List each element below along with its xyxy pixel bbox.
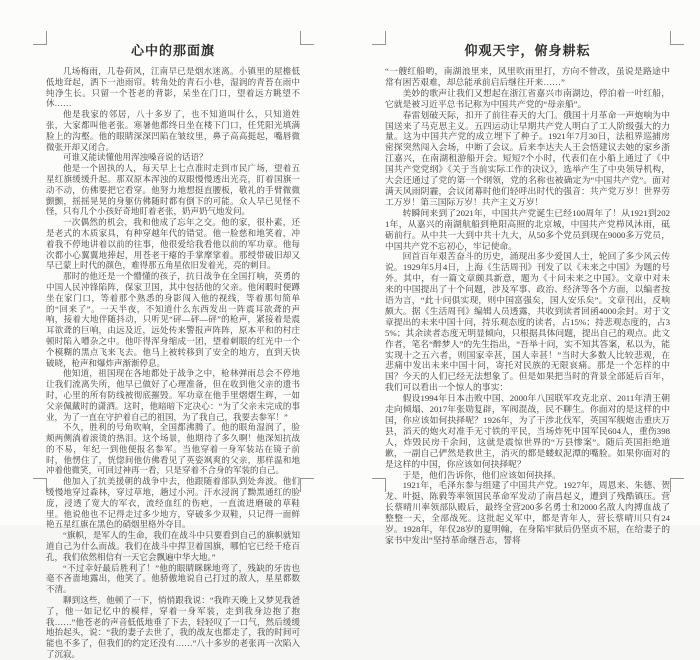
paragraph: 转瞬间来到了2021年，中国共产党诞生已经100周年了！从1921到2021年，从嘉兴的南湖航船到艳阳高照的北京城，中国共产党栉风沐雨，砥砺前行。从中共一大到中共十九大，从50多个党员到现在9000多万党员，中国共产党不忘初心，牢记使命。	[385, 207, 670, 251]
paragraph: 他知道，祖国现在各地都处于战争之中，枪林弹雨总会不停地让我们流离失所，他早已做好了心理准备，但在收到他父亲的遗书时，心里的所有防线被彻底摧毁。军功章在他手里熠熠生辉，一如父亲佩戴时的潇洒。这时，他暗暗下定决心：“为了父亲未完成的事业，为了一直在守护着自己的祖国，为了我自己，我要去参军！”	[46, 368, 300, 422]
crop-mark-left-page-bottom-left	[33, 478, 47, 492]
crop-mark-left-page-bottom-right	[300, 478, 314, 492]
crop-mark-right-page-top-left	[372, 31, 386, 45]
page-title-right: 仰观天宇，俯身耕耘	[464, 43, 591, 58]
paragraph: 那时的他还是一个懵懂的孩子，抗日战争在全国打响，英勇的中国人民冲锋陷阵，保家卫国，其中包括他的父亲。他闲暇时便蹲坐在家门口，等着那个熟悉的身影闯入他的视线，等着那句简单的“回来了”。一天半夜，不知道什么东西发出一阵震耳欲聋的声响，接着大地伴随抖动，只听见“砰—砰—砰”的枪声，紧接着是震耳欲聋的巨响，由远及近，远处传来警报声阵阵，原本平和的村庄顿时陷入嘈杂之中。他吓得浑身缩成一团，望着刺眼的红光中一个个模糊的黑点飞来飞去。他马上被转移到了安全的地方，直到天快破晓，枪声和爆炸声渐渐停息。	[46, 271, 300, 368]
paragraph: 回首百年艰苦奋斗的历史，涌现出多少爱国人士，轮回了多少风云传说。1929年5月4日，上海《生活周刊》刊发了以《未来之中国》为题的号外。其中，有一篇文章颇具新意，题为《十问未来之中国》。文章中对未来的中国提出了十个问题，涉及军事、政治、经济等各个方面，以编者按语为言，“此十问俱实现，则中国富强矣，国人安乐矣”。文章刊出，反响颇大。据《生活周刊》编辑人员透露，共收到读者回函4000余封。对于文章提出的未来中国十问，持乐观态度的读者，占15%；持悲观态度的，占35%；其余读者态度无明显倾向，只根据具体问题，提出自己的观点。此文作者，笔名“醉梦人”的先生指出，“吾举十问，实不知其答案，私以为，能实现十之五六者，则国家幸甚，国人幸甚！”当时大多数人比较悲观，在悲痛中发出未来中国十问，寄托对民族的无限哀痛。那是一个怎样的中国？今天的人们已经无法想象了。但是如果把当时的背景全部延后百年，我们可以看出一个惊人的事实：	[385, 251, 670, 393]
paragraph: 几场梅雨，几卷荷风，江南早已是烟水迷离。小镇里的屋檐低低地耷起，洒下一池雨帘。转角处的青石小巷，湿润的青苔在雨中纯净生长。只留一个苍老的背影，呆坐在门口，望着远方眺望不休……	[46, 66, 300, 109]
crop-mark-right-page-bottom-left	[372, 478, 386, 492]
crop-mark-left-page-top-left	[33, 31, 47, 45]
page-left	[46, 40, 300, 660]
paragraph: 他是一个固执的人，每天早上七点准时走到市民广场，望着五星红旗缓缓升起。那双原本浑浊的双眼慢慢透出光亮，盯着国旗一动不动，仿佛要把它看穿。他努力地想挺直腰板，敬礼的手臂微微颤颤，摇摇晃晃的身躯仿佛随时都有倒下的可能。众人早已见怪不怪，只有几个小孩好奇地盯着老张，奶声奶气地发问。	[46, 163, 300, 217]
crop-mark-right-page-top-right	[670, 31, 684, 45]
paragraph: 1921年，毛泽东参与组建了中国共产党。1927年，周恩来、朱德、贺龙、叶挺、陈毅等率领国民革命军发动了南昌起义，遭到了残酷镇压。营长蔡晴川率领部队殿后，最终全营200多名勇士和2000名敌人肉搏血战了整整一天，全部战死。这批起义军中，都是青年人，营长蔡晴川只有24岁。1928年，年仅28岁的夏明翰，在身陷牢狱后仍坚贞不屈，在给妻子的家书中发出“坚持革命继吾志，誓将	[385, 480, 670, 545]
paragraph: 假设1994年日本击败中国、2000年八国联军攻克北京、2011年清王朝走向倾塌、2017年张勋复辟，军阀混战，民不聊生。你面对的是这样的中国，你应该如何抉择呢？1926年，为了干涉北伐军，英国军舰炮击重庆万县，滔天的炮火对准手无寸铁的平民，当场炸死中国军民604人，重伤398人，炸毁民房千余间，这就是震惊世界的“万县惨案”。随后英国拒绝道歉，一副自己俨然是救世主，消灭的都是蝼蚁泥潭的嘴脸。如果你面对的是这样的中国，你应该如何抉择呢？	[385, 393, 670, 469]
paragraph: 春雷划破天际，扣开了前往春天的大门。俄国十月革命一声炮响为中国送来了马克思主义。五四运动让早期共产党人明白了工人阶级强大的力量。这为中国共产党的成立埋下了种子。1921年7月30日，法租界巡捕房密探突然闯入会场，中断了会议。后来李达夫人王会悟建议去她的家乡浙江嘉兴，在南湖租游船开会。短短7个小时，代表们在小船上通过了《中国共产党党纲》《关于当前实际工作的决议》，选举产生了中央领导机构，大会还通过了党的第一个纲领，党的名称也被确定为“中国共产党”。面对满天风雨阴霾，会议闭幕时他们轻呼出时代的强音：共产党万岁！世界劳工万岁！第三国际万岁！共产主义万岁！	[385, 109, 670, 207]
paragraph: 聊到这些，他顿了一下，悄悄跟我说：“我昨天晚上又梦见我爸了，他一如记忆中的模样，穿着一身军装，走到我身边抱了抱我……”他苍老的声音低低地垂了下去，轻轻叹了一口气，然后缓缓地抬起头，说：“我的妻子去世了，我的战友也都走了，我的时间可能也不多了，但我们的约定还没有……”八十多岁的老张再一次陷入了沉寂。	[46, 595, 300, 660]
page-right	[385, 40, 670, 545]
paragraph: 可谁又能读懂他用浑浊嗓音说的话语？	[63, 152, 208, 163]
paragraph: 于是，他们告诉你，他们应该如何抉择。	[402, 469, 561, 480]
paragraph: 他加入了抗美援朝的战争中去，他跟随着部队到处奔波。他们缓慢地穿过森林，穿过草地，趟过小河。汗水浸润了黝黑通红的脸庞，浸透了宽大的军衣，流经血红的伤疤，一直流进磨破的草鞋里。他说他也不记得走过多少地方，穿破多少双鞋，只记得一面鲜艳五星红旗在黑色的硝烟里格外夺目。	[46, 476, 300, 530]
page-title-left: 心中的那面旗	[130, 43, 215, 58]
crop-mark-left-page-top-right	[300, 31, 314, 45]
paragraph: 美妙的歌声让我们又想起在浙江省嘉兴市南湖边，停泊着一叶红船，它就是被习近平总书记称为中国共产党的“母亲船”。	[385, 87, 670, 109]
page-body-left	[46, 66, 300, 660]
paragraph: 不久，胜利的号角吹响，全国都沸腾了。他的眼角湿润了，脸颊两侧淌着滚烫的热泪。这个场景，他期待了多久啊！他深知抗战的不易，年纪一到他便报名参军。当他穿着一身军装站在镜子前时，他愣住了，恍惚间他仿佛看见了英姿飒爽的父亲，那样温和地冲着他微笑，可回过神再一看，只是穿着不合身的军装的自己。	[46, 422, 300, 476]
paragraph: “旗帜，是军人的生命，我们在战斗中只要看到自己的旗帜就知道自己为什么而战。我们在战斗中捍卫着国旗，哪怕它已经千疮百孔，我们依然相信有一天它会飘遍中华大地。”	[46, 530, 300, 562]
paragraph: 一次偶然的机会，我和他成了忘年之交。他的家，很朴素，还是老式的木质家具，有种穿越年代的错觉。他一脸慈和地笑着，冲着我不停地讲着以前的往事，他很爱给我看他以前的军功章。他每次都小心翼翼地捧起，用苍老干瘪的手掌摩挲着。那绶带破旧却又早已蒙上时代的颜色，难得那五角星依旧发着光，亮的刺目。	[46, 217, 300, 271]
paragraph: 他是我家的邻居，八十多岁了，也不知道叫什么，只知道姓张，大家都叫他老张。寒暑他都终日坐在楼下门口，任凭阳光填满脸上的沟壑。他的眼睛深深凹陷在皱纹里，鼻子高高挺起，嘴唇微微张开却又闭合。	[46, 109, 300, 152]
page-body-right	[385, 66, 670, 546]
crop-mark-right-page-bottom-right	[670, 478, 684, 492]
paragraph: “一艘红船哟，南湖浪里来，风里吹雨里打，方向不曾改，虽说是路途中常有困苦艰难，却总能承前启后继往开来……”	[385, 66, 670, 87]
paragraph: “不过幸好最后胜利了！”他的眼睛眯眯地弯了，残缺的牙齿也毫不吝啬地露出，他笑了。他骄傲地说自己打过的敌人，星星都数不清。	[46, 562, 300, 595]
